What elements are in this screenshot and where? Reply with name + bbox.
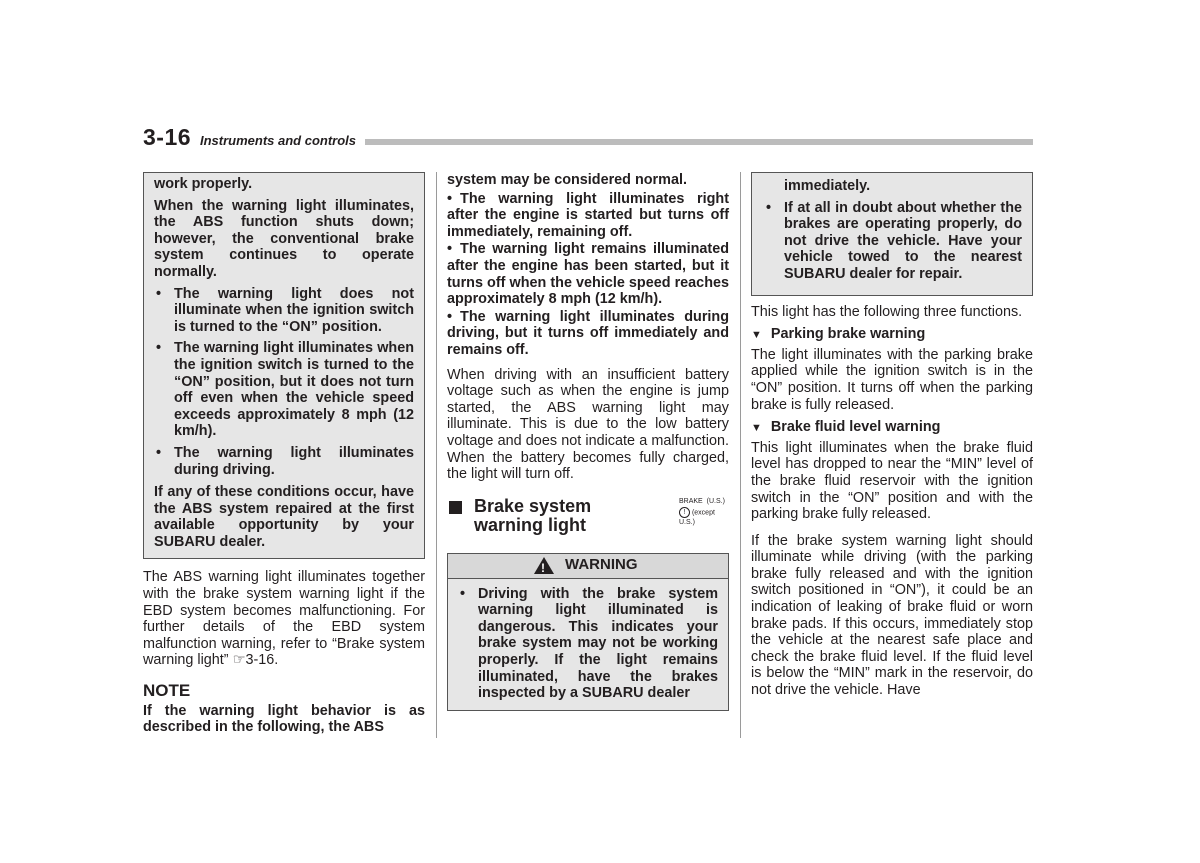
header-rule bbox=[365, 139, 1033, 145]
list-item-text: The warning light does not illuminate when the ignition switch is turned to the “ON” position. bbox=[174, 285, 414, 335]
body-paragraph: When driving with an insufficient battery voltage such as when the engine is jump started, the ABS warning light may illuminate. This is due to the low battery voltage and does not indicate a malfunction. When the battery becomes fully charged, the light will turn off. bbox=[447, 366, 729, 483]
list-item: • The warning light illuminates when the ignition switch is turned to the “ON” position, but it does not turn off even when the vehicle speed exceeds approximately 8 mph (12 km/h). bbox=[156, 340, 414, 440]
body-paragraph: The ABS warning light illuminates together with the brake system warning light if the EBD system becomes malfunctioning. For further details of the EBD system malfunction warning, refer to “Brake system warning light” ☞3-16. bbox=[143, 569, 425, 669]
column-divider-2 bbox=[740, 172, 741, 738]
note-text: If the warning light behavior is as described in the following, the ABS bbox=[143, 702, 425, 736]
list-item: • The warning light illuminates during driving. bbox=[156, 444, 414, 478]
column-1 bbox=[143, 172, 425, 742]
triangle-down-icon: ▼ bbox=[751, 422, 762, 435]
warning-exclamation-icon: ! bbox=[541, 560, 545, 575]
section-title: Instruments and controls bbox=[200, 133, 357, 148]
page-header bbox=[143, 124, 1033, 154]
brake-text-icon: BRAKE bbox=[679, 497, 703, 505]
list-item: • The warning light remains illuminated after the engine has been started, but it turns off when the vehicle speed reaches approximately 8 mph (12 km/h). bbox=[447, 241, 729, 308]
body-paragraph: If the brake system warning light should illuminate while driving (with the parking brake fully released and with the ignition switch positioned in “ON”), it could be an indication of leaking of brake fluid or worn brake pads. If this occurs, immediately stop the vehicle at the nearest safe place and check the brake fluid level. If the fluid level is below the “MIN” mark in the reservoir, do not drive the vehicle. Have bbox=[751, 532, 1033, 699]
warning-list bbox=[458, 586, 718, 702]
note-box-list bbox=[154, 286, 414, 479]
section-heading bbox=[447, 497, 729, 547]
list-item: • The warning light illuminates right after the engine is started but turns off immediately, remaining off. bbox=[447, 190, 729, 240]
note-heading: NOTE bbox=[143, 681, 191, 701]
body-paragraph: This light illuminates when the brake fluid level has dropped to near the “MIN” level of the brake fluid reservoir with the ignition switch in the “ON” position and with the parking brake fully released. bbox=[751, 439, 1033, 523]
body-paragraph: The light illuminates with the parking brake applied while the ignition switch is in the “ON” position. It turns off when the parking brake is fully released. bbox=[751, 346, 1033, 413]
brake-warning-icon: ! bbox=[679, 507, 690, 518]
section-heading-line-1: Brake system bbox=[474, 495, 592, 516]
warning-continuation-box bbox=[751, 172, 1033, 296]
box-list bbox=[762, 200, 1022, 283]
list-item-text: If at all in doubt about whether the brakes are operating properly, do not drive the vehicle. Have your vehicle towed to the nearest SUBARU dealer for repair. bbox=[784, 199, 1022, 282]
column-3 bbox=[751, 172, 1033, 705]
warning-label: WARNING bbox=[565, 555, 638, 573]
list-item-text: The warning light illuminates during driving, but it turns off immediately and remains off. bbox=[447, 308, 729, 358]
note-box-text-3: If any of these conditions occur, have the ABS system repaired at the first available opportunity by your SUBARU dealer. bbox=[154, 484, 414, 550]
section-heading-line-2: warning light bbox=[474, 514, 586, 535]
subheading-text: Parking brake warning bbox=[770, 326, 926, 343]
list-item-text: Driving with the brake system warning light illuminated is dangerous. This indicates your brake system may not be working properly. If the light remains illuminated, have the brakes inspected by a SUBARU dealer bbox=[478, 585, 718, 702]
list-item: • The warning light does not illuminate when the ignition switch is turned to the “ON” position. bbox=[156, 285, 414, 335]
list-item-text: The warning light illuminates during driving. bbox=[174, 444, 414, 478]
column-divider-1 bbox=[436, 172, 437, 738]
note-box bbox=[143, 172, 425, 559]
note-box-text-1: work properly. bbox=[154, 176, 253, 192]
triangle-down-icon: ▼ bbox=[751, 329, 762, 342]
list-item-text: The warning light illuminates when the ignition switch is turned to the “ON” position, but it does not turn off even when the vehicle speed exceeds approximately 8 mph (12 km/h). bbox=[174, 340, 414, 440]
list-item: • Driving with the brake system warning light illuminated is dangerous. This indicates your brake system may not be working properly. If the light remains illuminated, have the brakes inspected by a SUBARU dealer bbox=[460, 585, 718, 702]
brake-indicator-icons bbox=[679, 497, 729, 528]
section-square-icon bbox=[449, 501, 462, 514]
list-item: • The warning light illuminates during driving, but it turns off immediately and remains off. bbox=[447, 308, 729, 358]
body-paragraph: This light has the following three functions. bbox=[751, 303, 1023, 320]
icon-label-us: (U.S.) bbox=[706, 497, 725, 505]
column-2 bbox=[447, 172, 729, 711]
subheading-parking-brake bbox=[751, 326, 1033, 344]
subheading-text: Brake fluid level warning bbox=[770, 419, 941, 436]
list-item: • If at all in doubt about whether the brakes are operating properly, do not drive the vehicle. Have your vehicle towed to the nearest SUBARU dealer for repair. bbox=[766, 199, 1022, 282]
page-number: 3-16 bbox=[143, 124, 192, 150]
warning-body bbox=[447, 579, 729, 711]
icon-label-except: (except U.S.) bbox=[679, 509, 715, 527]
list-item-text: The warning light remains illuminated after the engine has been started, but it turns off when the vehicle speed reaches approximately 8 mph (12 km/h). bbox=[447, 241, 729, 308]
note-box-text-2: When the warning light illuminates, the ABS function shuts down; however, the conventional brake system continues to operate normally. bbox=[154, 197, 414, 280]
body-text: system may be considered normal. bbox=[447, 172, 687, 188]
section-heading-title bbox=[474, 497, 591, 535]
subheading-brake-fluid bbox=[751, 419, 1033, 437]
list-item-text: The warning light illuminates right after the engine is started but turns off immediately, remaining off. bbox=[447, 190, 729, 240]
warning-header bbox=[447, 553, 729, 579]
box-text: immediately. bbox=[784, 178, 871, 194]
